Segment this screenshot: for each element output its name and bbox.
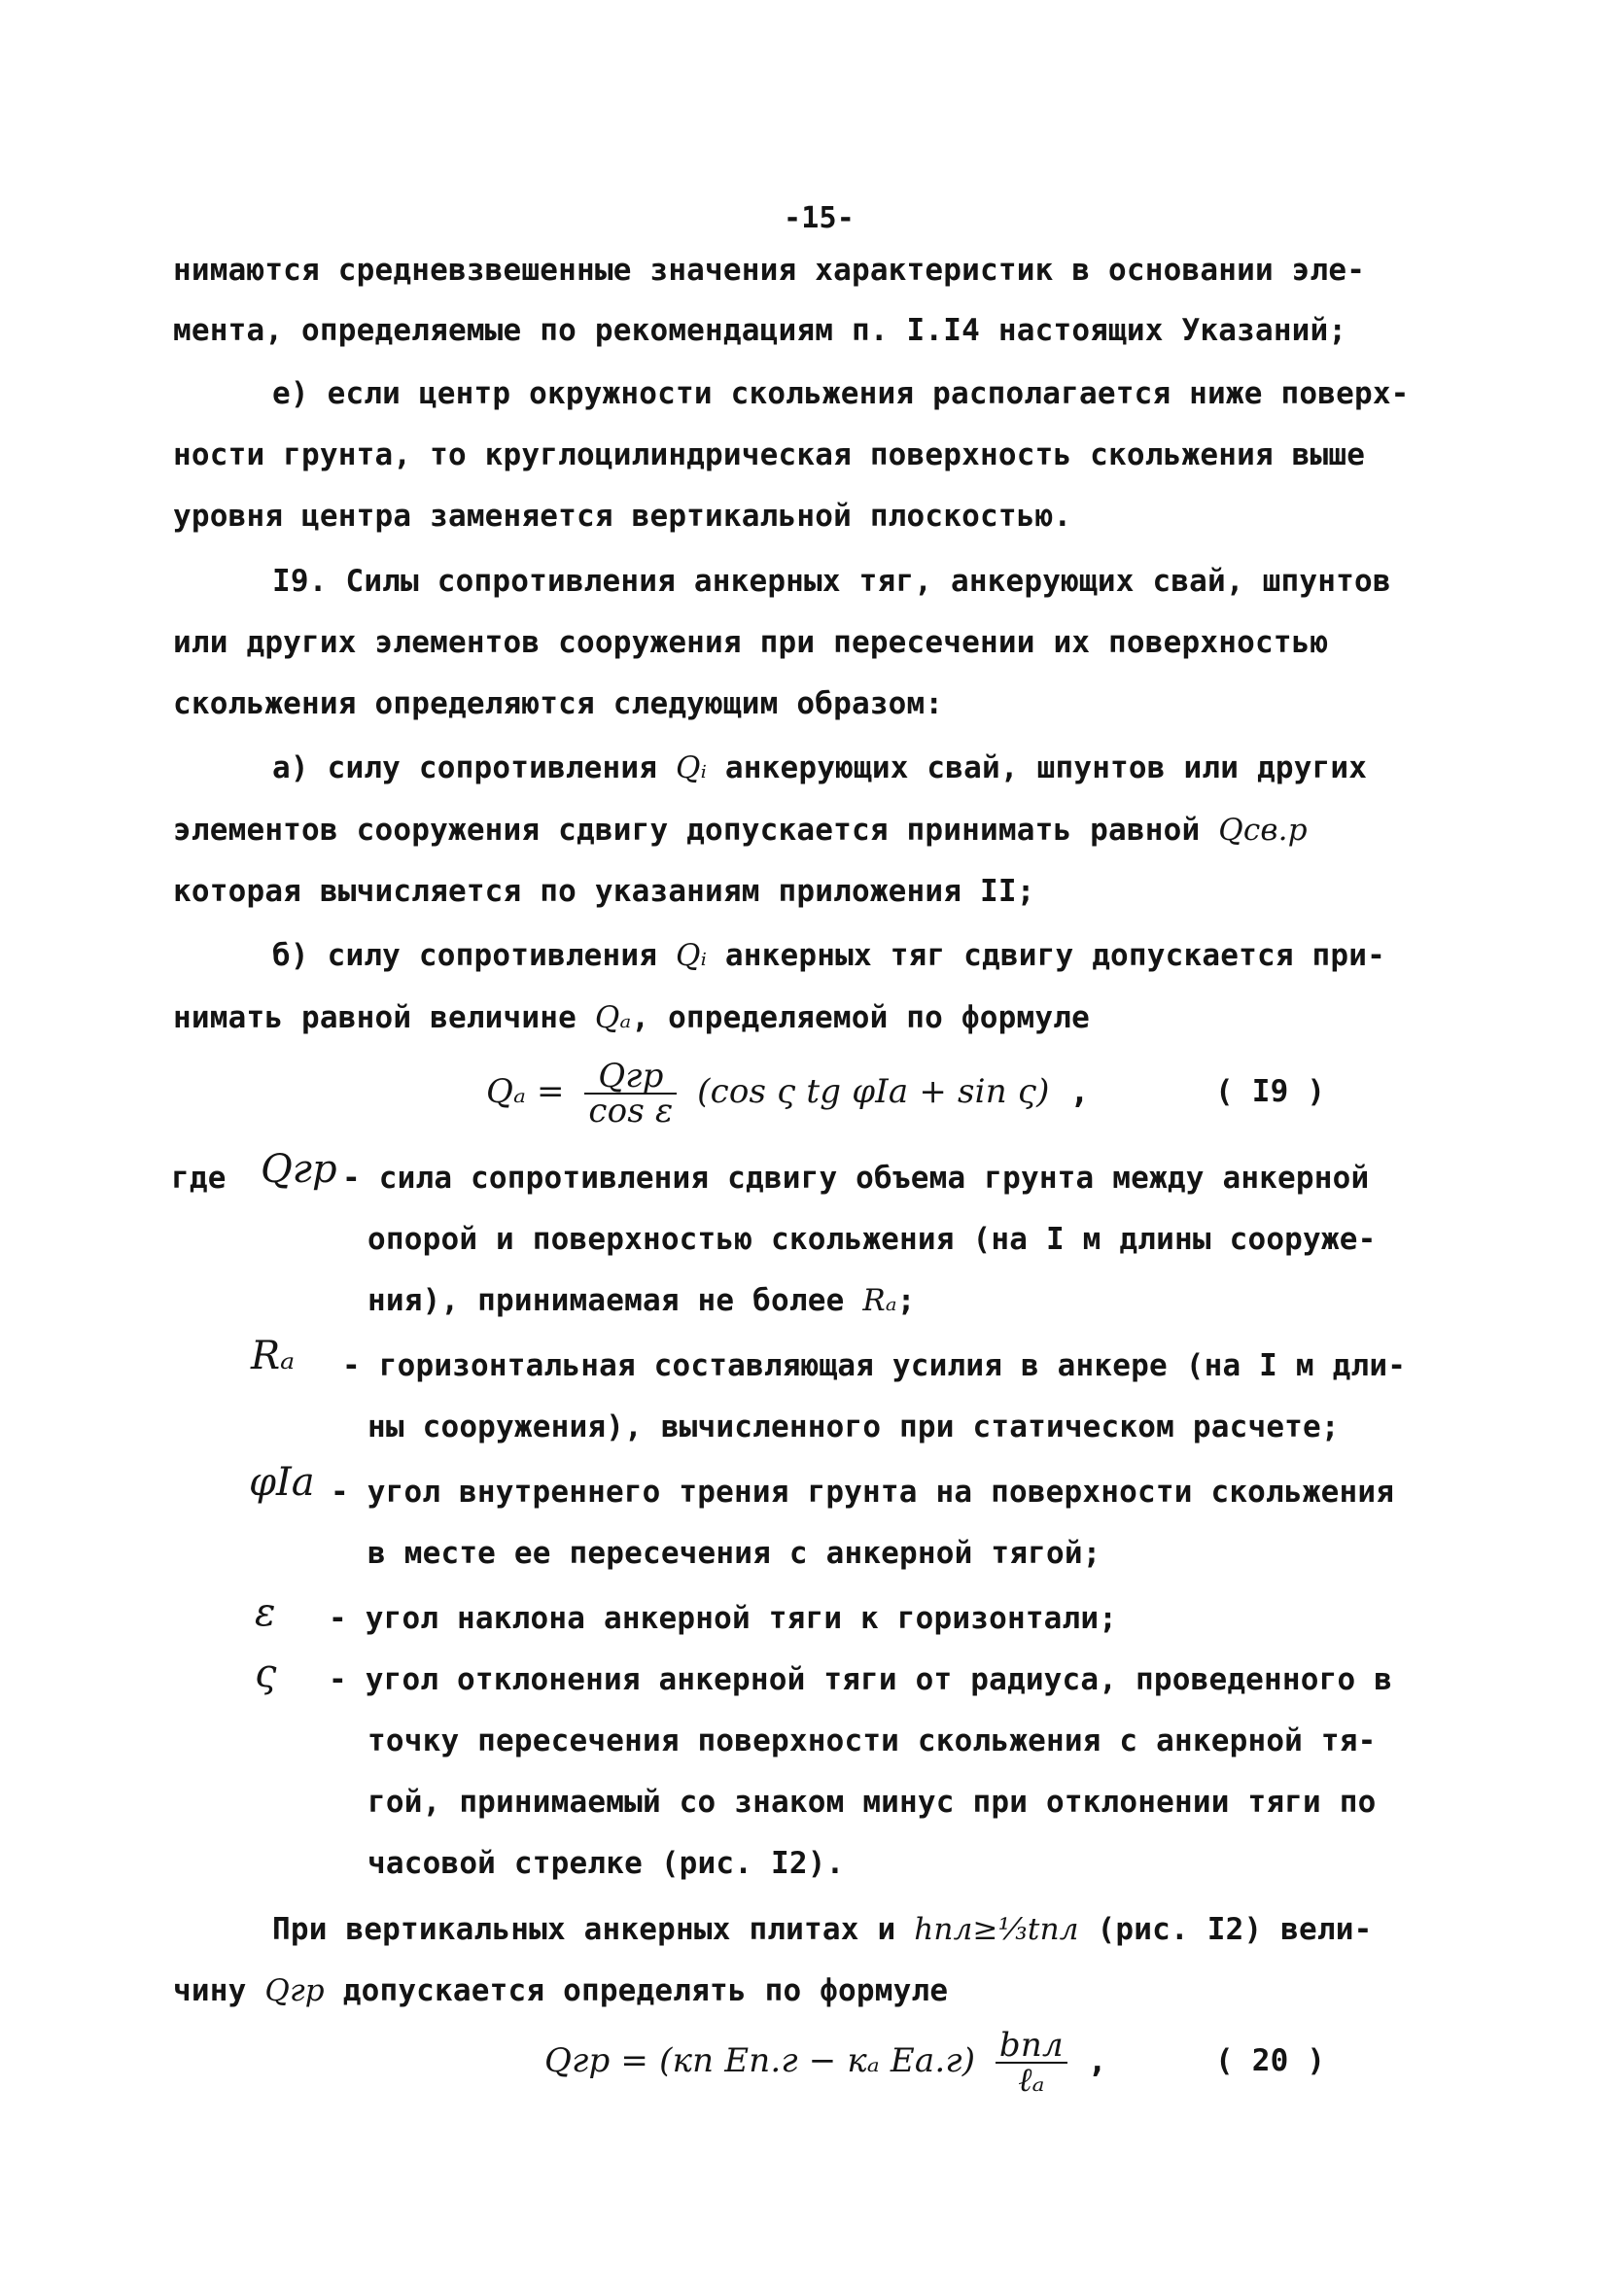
text-run: ния), принимаемая не более [367, 1283, 863, 1318]
text-line: скольжения определяются следующим образом: [173, 686, 944, 721]
text-line: опорой и поверхностью скольжения (на I м длины сооруже- [367, 1222, 1377, 1257]
symbol-r-a: Rₐ [251, 1334, 296, 1378]
text-run: допускается определять по формуле [324, 1973, 949, 2008]
symbol-q-i: Qᵢ [676, 750, 708, 785]
page-number: -15- [784, 201, 856, 235]
formula-body: (cos ς tg φIа + sin ς) [697, 1072, 1050, 1111]
text-run: , определяемой по формуле [631, 1000, 1090, 1035]
formula-fraction [584, 1056, 677, 1131]
text-run: анкерных тяг сдвигу допускается при- [707, 938, 1386, 973]
text-run: а) силу сопротивления [272, 750, 676, 785]
symbol-q-a: Qₐ [594, 1000, 632, 1035]
formula-19 [486, 1056, 1090, 1131]
text-line: I9. Силы сопротивления анкерных тяг, анкерующих свай, шпунтов [272, 564, 1391, 599]
text-line: е) если центр окружности скольжения располагается ниже поверх- [272, 376, 1410, 411]
text-line: мента, определяемые по рекомендациям п. I.I4 настоящих Указаний; [173, 313, 1347, 348]
formula-number: ( I9 ) [1215, 1074, 1326, 1109]
text-line [173, 993, 1090, 1042]
text-line [173, 806, 1308, 854]
text-line [367, 1276, 916, 1325]
symbol-q-gr: Qгр [261, 1147, 337, 1192]
text-run: анкерующих свай, шпунтов или других [707, 750, 1368, 785]
formula-comma: , [1087, 2041, 1108, 2080]
text-run: нимать равной величине [173, 1000, 595, 1035]
definitions-label: где [171, 1161, 227, 1196]
symbol-zeta: ς [255, 1652, 277, 1696]
formula-number: ( 20 ) [1215, 2043, 1326, 2078]
text-run: (рис. I2) вели- [1078, 1912, 1373, 1947]
symbol-epsilon: ε [255, 1590, 276, 1635]
text-line: ности грунта, то круглоцилиндрическая поверхность скольжения выше [173, 437, 1366, 472]
symbol-q-i: Qᵢ [676, 938, 708, 973]
text-line: - угол отклонения анкерной тяги от радиуса, проведенного в [329, 1662, 1393, 1697]
fraction-numerator: Qгр [584, 1060, 677, 1095]
text-line: - угол внутреннего трения грунта на поверхности скольжения [331, 1475, 1395, 1510]
text-line: точку пересечения поверхности скольжения с анкерной тя- [367, 1723, 1377, 1758]
formula-lhs: Qгр = (кп Еп.г − кₐ Еа.г) [544, 2041, 976, 2080]
text-line: или других элементов сооружения при пересечении их поверхностью [173, 625, 1329, 660]
symbol-q-sv-r: Qсв.р [1218, 813, 1308, 848]
text-line: уровня центра заменяется вертикальной плоскостью. [173, 499, 1072, 534]
text-line: часовой стрелке (рис. I2). [367, 1846, 845, 1881]
text-run: чину [173, 1973, 265, 2008]
symbol-r-a: Rₐ [862, 1283, 897, 1318]
text-line [173, 1966, 948, 2015]
text-line: - угол наклона анкерной тяги к горизонтали; [329, 1601, 1118, 1636]
text-line [272, 1905, 1373, 1954]
formula-lhs: Qₐ = [486, 1072, 565, 1111]
formula-comma: , [1069, 1072, 1090, 1111]
text-line: в месте ее пересечения с анкерной тягой; [367, 1536, 1101, 1571]
text-line: - сила сопротивления сдвигу объема грунта между анкерной [342, 1161, 1370, 1196]
fraction-denominator: ℓₐ [1018, 2060, 1045, 2100]
text-run: При вертикальных анкерных плитах и [272, 1912, 915, 1947]
symbol-h-pl-condition: hпл≥⅓tпл [914, 1912, 1079, 1947]
fraction-denominator: cos ε [588, 1091, 674, 1131]
text-line [272, 931, 1385, 980]
symbol-phi-ia: φIа [249, 1460, 315, 1505]
text-line: - горизонтальная составляющая усилия в анкере (на I м дли- [342, 1348, 1407, 1383]
formula-20 [544, 2025, 1108, 2100]
formula-fraction [996, 2025, 1067, 2100]
text-line: нимаются средневзвешенные значения характеристик в основании эле- [173, 253, 1366, 288]
fraction-numerator: bпл [996, 2029, 1067, 2064]
text-run: б) силу сопротивления [272, 938, 676, 973]
text-line: гой, принимаемый со знаком минус при отклонении тяги по [367, 1785, 1377, 1820]
text-line: которая вычисляется по указаниям приложения II; [173, 874, 1035, 909]
text-line [272, 744, 1367, 792]
text-line: ны сооружения), вычисленного при статическом расчете; [367, 1409, 1340, 1444]
symbol-q-gr: Qгр [264, 1973, 325, 2008]
text-run: ; [896, 1283, 916, 1318]
text-run: элементов сооружения сдвигу допускается принимать равной [173, 813, 1219, 848]
